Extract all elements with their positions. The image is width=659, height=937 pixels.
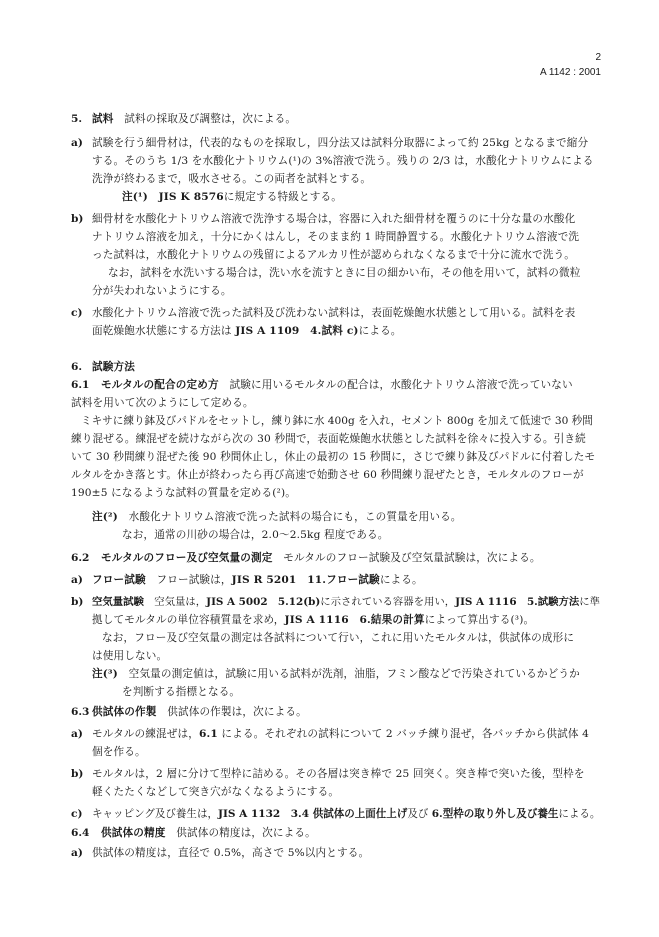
bold-text: 注(¹) JIS K 8576 [122, 191, 224, 203]
text-run: 面乾燥飽水状態にする方法は [92, 325, 236, 337]
text-run: なお，試料を水洗いする場合は，洗い水を流すときに目の細かい布，その他を用いて，試料の微粒 [108, 267, 581, 279]
bold-text: JIS A 1132 3.4 供試体の上面仕上げ [217, 808, 408, 820]
text-run: 空気量は， [143, 596, 207, 608]
clause-label: a) [71, 728, 83, 740]
bold-text: JIS A 5002 5.12(b) [206, 596, 321, 608]
text-run: ナトリウム溶液を加え，十分にかくはんし，そのまま約 1 時間静置する。水酸化ナトリウム溶液で洗 [92, 231, 580, 243]
bold-text: 空気量試験 [92, 596, 144, 608]
text-run: による。 [379, 574, 423, 586]
text-run: 個を作る。 [92, 746, 146, 758]
text-run: 軽くたたくなどして突き穴がなくなるようにする。 [92, 786, 340, 798]
bold-text: モルタルの配合の定め方 [101, 379, 219, 391]
text-run: に示されている容器を用い， [320, 596, 456, 608]
text-line [71, 397, 254, 410]
text-line [92, 249, 575, 262]
text-run: 練り混ぜる。練混ぜを続けながら次の 30 秒間で，表面乾燥飽水状態とした試料を徐々に投入する。引き続 [71, 433, 586, 445]
text-line [122, 686, 240, 699]
bold-text: フロー試験 [92, 574, 146, 586]
text-line [92, 650, 167, 663]
text-run: 分が失われないようにする。 [92, 285, 232, 297]
document-id: A 1142 : 2001 [540, 67, 601, 78]
clause-label: b) [71, 768, 84, 780]
clause-label: 6. [71, 361, 83, 373]
text-line [92, 511, 462, 524]
text-line [92, 113, 296, 126]
bold-text: 供試体の作製 [92, 706, 157, 718]
text-line [101, 552, 541, 565]
text-line [71, 469, 584, 482]
bold-text: 供試体の精度 [101, 827, 166, 839]
text-line [92, 728, 589, 741]
text-line [92, 847, 369, 860]
text-line [92, 746, 146, 759]
clause-label: 5. [71, 113, 83, 125]
bold-text: JIS A 1116 6.結果の計算 [284, 614, 425, 626]
text-run: フロー試験は， [145, 574, 232, 586]
text-run: 試験に用いるモルタルの配合は，水酸化ナトリウム溶液で洗っていない [218, 379, 573, 391]
clause-label: 6.3 [71, 706, 90, 718]
text-run: 供試体の作製は，次による。 [156, 706, 307, 718]
text-line [92, 614, 534, 627]
text-line [101, 827, 316, 840]
text-line [122, 191, 342, 204]
clause-label: 6.4 [71, 827, 90, 839]
text-line [92, 325, 402, 338]
text-line [92, 285, 232, 298]
text-run: モルタルの練混ぜは， [92, 728, 200, 740]
clause-label: c) [71, 808, 83, 820]
text-line [92, 155, 593, 168]
bold-text: 注(³) [92, 668, 118, 680]
text-run: 試料を用いて次のようにして定める。 [71, 397, 254, 409]
bold-text: JIS R 5201 11.フロー試験 [231, 574, 380, 586]
bold-text: JIS A 1116 5.試験方法 [455, 596, 580, 608]
text-line [92, 307, 575, 320]
clause-label: c) [71, 307, 83, 319]
text-line [92, 574, 423, 587]
bold-text: 6.1 [199, 728, 218, 740]
text-run: 供試体の精度は，直径で 0.5%，高さで 5%以内とする。 [92, 847, 370, 859]
text-run: による。それぞれの試料について 2 バッチ練り混ぜ，各バッチから供試体 4 [217, 728, 590, 740]
clause-label: b) [71, 596, 84, 608]
text-run: は使用しない。 [92, 650, 168, 662]
text-line [92, 213, 575, 226]
text-run: 試験を行う細骨材は，代表的なものを採取し，四分法又は試料分取器によって約 25kg となるまで縮分 [92, 137, 589, 149]
text-line [92, 668, 580, 681]
text-line [122, 529, 389, 542]
text-run: 190±5 になるような試料の質量を定める(²)。 [71, 487, 296, 499]
text-run: に準 [579, 596, 601, 608]
text-line [108, 267, 581, 280]
clause-label: a) [71, 847, 83, 859]
text-run: による。 [358, 325, 402, 337]
text-run: によって算出する(³)。 [424, 614, 535, 626]
text-run: 水酸化ナトリウム溶液で洗った試料及び洗わない試料は，表面乾燥飽水状態として用いる。試料を表 [92, 307, 576, 319]
text-run: なお，フロー及び空気量の測定は各試料について行い，これに用いたモルタルは，供試体の成形に [102, 632, 575, 644]
text-run: なお，通常の川砂の場合は，2.0〜2.5kg 程度である。 [122, 529, 389, 541]
text-run: する。そのうち 1/3 を水酸化ナトリウム(¹)の 3%溶液で洗う。残りの 2/3 は，水酸化ナトリウムによる [92, 155, 594, 167]
clause-label: 6.2 [71, 552, 90, 564]
text-line [92, 808, 600, 821]
bold-text: 試験方法 [92, 361, 135, 373]
text-line [92, 173, 371, 186]
text-line [71, 433, 586, 446]
text-run: モルタルのフロー試験及び空気量試験は，次による。 [272, 552, 541, 564]
text-line [81, 415, 593, 428]
text-line [92, 137, 588, 150]
text-run: キャッピング及び養生は， [92, 808, 218, 820]
text-line [92, 706, 307, 719]
text-run: 供試体の精度は，次による。 [165, 827, 316, 839]
text-run: 及び [407, 808, 432, 820]
bold-text: 注(²) [92, 511, 118, 523]
text-run: モルタルは，2 層に分けて型枠に詰める。その各層は突き棒で 25 回突く。突き棒で突いた後，型枠を [92, 768, 585, 780]
clause-label: a) [71, 137, 83, 149]
text-run: 試料の採取及び調整は，次による。 [113, 113, 297, 125]
bold-text: 6.型枠の取り外し及び養生 [431, 808, 559, 820]
text-run: 細骨材を水酸化ナトリウム溶液で洗浄する場合は，容器に入れた細骨材を覆うのに十分な量の水酸化 [92, 213, 576, 225]
text-run: ルタルをかき落とす。休止が終わったら再び高速で始動させ 60 秒間練り混ぜたとき，モルタルのフローが [71, 469, 584, 481]
text-run: 拠してモルタルの単位容積質量を求め， [92, 614, 285, 626]
text-run: 水酸化ナトリウム溶液で洗った試料の場合にも，この質量を用いる。 [117, 511, 462, 523]
text-run: った試料は，水酸化ナトリウムの残留によるアルカリ性が認められなくなるまで十分に流水で洗う。 [92, 249, 575, 261]
text-line [92, 768, 585, 781]
clause-label: 6.1 [71, 379, 90, 391]
page-number: 2 [595, 52, 601, 63]
bold-text: JIS A 1109 4.試料 c) [235, 325, 359, 337]
text-line [101, 379, 573, 392]
text-run: による。 [558, 808, 601, 820]
clause-label: a) [71, 574, 83, 586]
text-run: 洗浄が終わるまで，吸水させる。この両者を試料とする。 [92, 173, 372, 185]
text-line [92, 231, 579, 244]
text-line [92, 786, 339, 799]
text-line [92, 596, 600, 609]
text-line [102, 632, 574, 645]
bold-text: 試料 [92, 113, 114, 125]
text-run: ミキサに練り鉢及びパドルをセットし，練り鉢に水 400g を入れ，セメント 800g を加えて低速で 30 秒間 [81, 415, 593, 427]
text-run: いて 30 秒間練り混ぜた後 90 秒間休止し，休止の最初の 15 秒間に，さじで練り鉢及びパドルに付着したモ [71, 451, 596, 463]
text-run: に規定する特級とする。 [223, 191, 342, 203]
text-run: 空気量の測定値は，試験に用いる試料が洗剤，油脂，フミン酸などで汚染されているかどうか [117, 668, 580, 680]
clause-label: b) [71, 213, 84, 225]
text-line [71, 451, 595, 464]
text-line [71, 487, 296, 500]
text-run: を判断する指標となる。 [122, 686, 241, 698]
text-line [92, 361, 135, 374]
bold-text: モルタルのフロー及び空気量の測定 [101, 552, 273, 564]
